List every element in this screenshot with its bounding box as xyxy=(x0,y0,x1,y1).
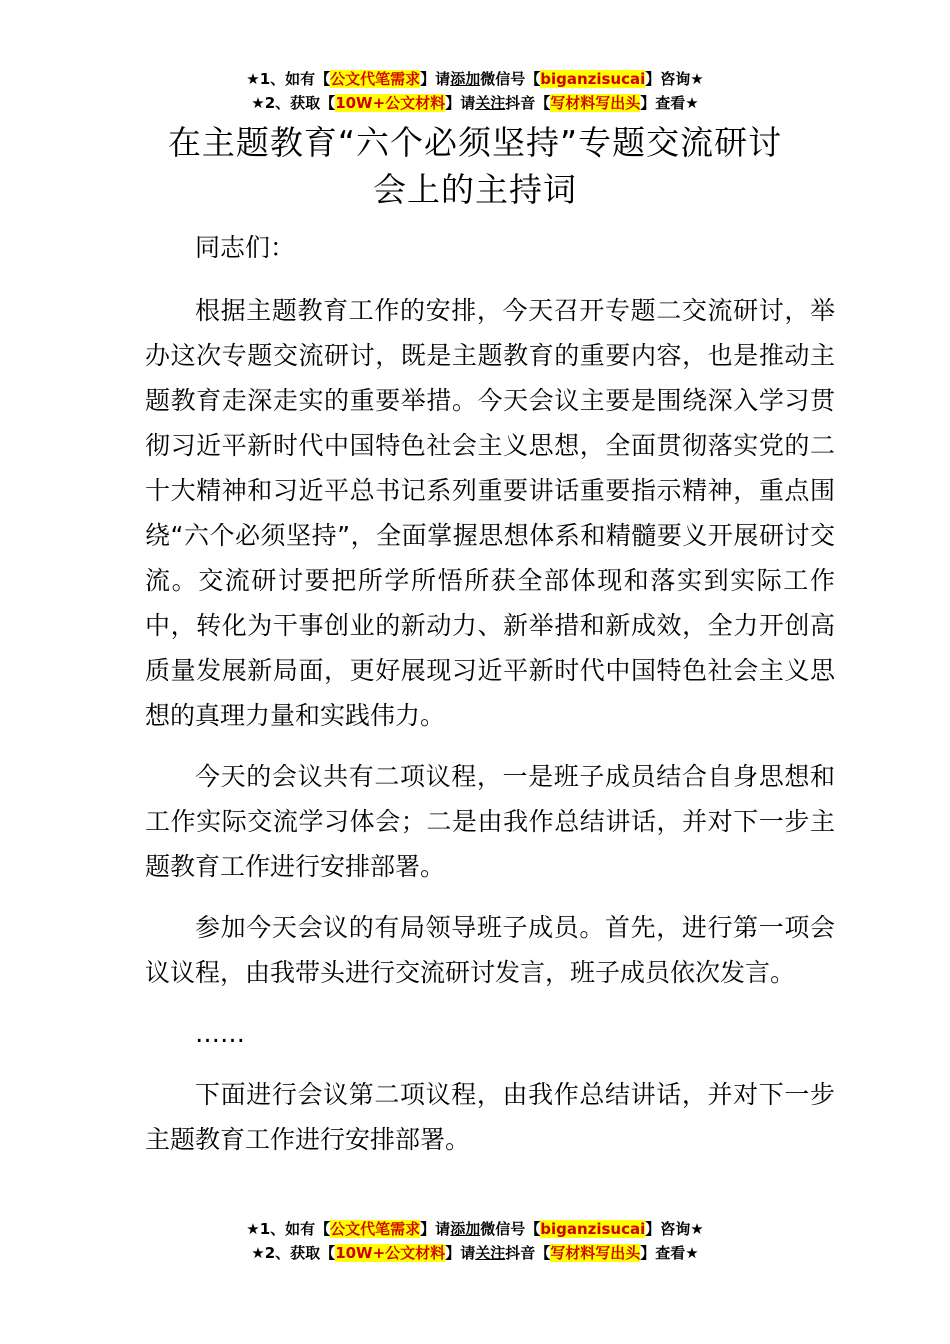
banner-underline: 关注 xyxy=(475,94,506,112)
banner-underline: 关注 xyxy=(475,1244,506,1262)
banner-text: ★1、如有【 xyxy=(246,70,331,88)
banner-highlight: biganzisucai xyxy=(540,70,646,88)
document-title xyxy=(100,119,850,213)
banner-text: ★2、获取【 xyxy=(251,1244,336,1262)
banner-text: 】请 xyxy=(420,1220,451,1238)
banner-text: 】请 xyxy=(445,94,476,112)
banner-text: 】请 xyxy=(445,1244,476,1262)
banner-text: 】请 xyxy=(420,70,451,88)
paragraph: 今天的会议共有二项议程，一是班子成员结合自身思想和工作实际交流学习体会；二是由我作总结讲话，并对下一步主题教育工作进行安排部署。 xyxy=(145,762,835,881)
banner-highlight: 写材料写出头 xyxy=(550,1244,641,1262)
title-line-1: 在主题教育“六个必须坚持”专题交流研讨 xyxy=(167,123,783,162)
ellipsis: …… xyxy=(195,1019,245,1048)
paragraph: 根据主题教育工作的安排，今天召开专题二交流研讨，举办这次专题交流研讨，既是主题教育的重要内容，也是推动主题教育走深走实的重要举措。今天会议主要是围绕深入学习贯彻习近平新时代中国特色社会主义思想，全面贯彻落实党的二十大精神和习近平总书记系列重要讲话重要指示精神，重点围绕“六个必须坚持”，全面掌握思想体系和精髓要义开展研讨交流。交流研讨要把所学所悟所获全部体现和落实到实际工作中，转化为干事创业的新动力、新举措和新成效，全力开创高质量发展新局面，更好展现习近平新时代中国特色社会主义思想的真理力量和实践伟力。 xyxy=(145,296,835,730)
banner-text: 微信号【 xyxy=(480,70,541,88)
banner-text: 】查看★ xyxy=(640,1244,699,1262)
banner-line-2 xyxy=(0,91,950,115)
banner-highlight: biganzisucai xyxy=(540,1220,646,1238)
banner-text: ★1、如有【 xyxy=(246,1220,331,1238)
banner-highlight: 写材料写出头 xyxy=(550,94,641,112)
banner-line-1 xyxy=(0,1217,950,1241)
document-body xyxy=(145,225,835,1178)
banner-line-1 xyxy=(0,67,950,91)
banner-text: 微信号【 xyxy=(480,1220,541,1238)
banner-highlight: 10W+公文材料 xyxy=(335,94,446,112)
banner-text: 】查看★ xyxy=(640,94,699,112)
banner-text: 】咨询★ xyxy=(645,70,704,88)
banner-underline: 添加 xyxy=(450,1220,481,1238)
footer-banner xyxy=(0,1217,950,1265)
paragraph: 参加今天会议的有局领导班子成员。首先，进行第一项会议议程，由我带头进行交流研讨发言，班子成员依次发言。 xyxy=(145,913,835,987)
banner-highlight: 公文代笔需求 xyxy=(330,1220,421,1238)
banner-highlight: 10W+公文材料 xyxy=(335,1244,446,1262)
paragraph: 下面进行会议第二项议程，由我作总结讲话，并对下一步主题教育工作进行安排部署。 xyxy=(145,1080,835,1154)
banner-text: 抖音【 xyxy=(505,1244,551,1262)
banner-text: 抖音【 xyxy=(505,94,551,112)
header-banner xyxy=(0,67,950,115)
banner-line-2 xyxy=(0,1241,950,1265)
banner-underline: 添加 xyxy=(450,70,481,88)
banner-highlight: 公文代笔需求 xyxy=(330,70,421,88)
banner-text: 】咨询★ xyxy=(645,1220,704,1238)
title-line-2: 会上的主持词 xyxy=(373,170,577,209)
greeting: 同志们： xyxy=(195,233,296,262)
banner-text: ★2、获取【 xyxy=(251,94,336,112)
